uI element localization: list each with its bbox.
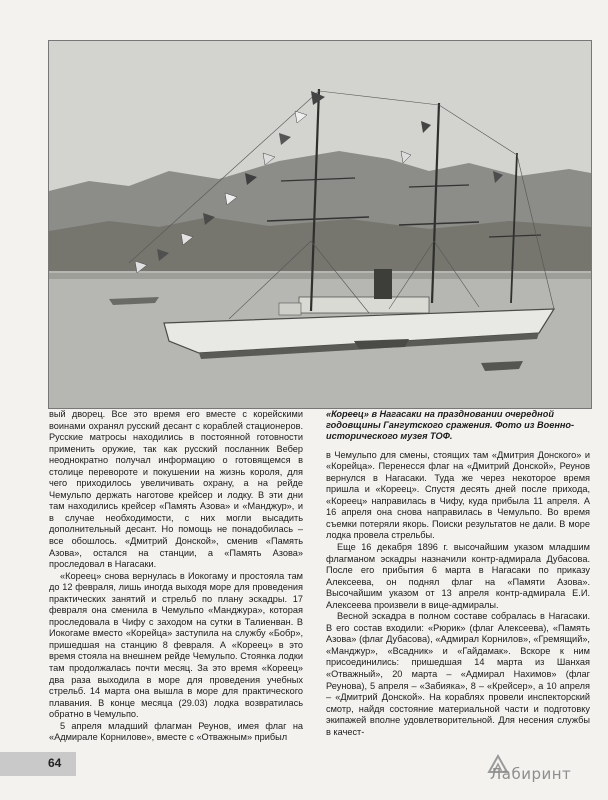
paragraph: 5 апреля младший флагман Реунов, имея флаг на «Адмирале Корнилове», вместе с «Отважным» прибыл: [49, 720, 303, 743]
ship-photo: [48, 40, 592, 409]
paragraph: Еще 16 декабря 1896 г. высочайшим указом младшим флагманом эскадры назначили контр-адмирала Дубасова. После его прибытия 6 марта в Нагасаки по приказу Алексеева, он поднял флаг на «Памяти Азова». Высочайшим указом от 13 апреля контр-адмирала Е.И. Алексеева произвели в вице-адмиралы.: [326, 541, 590, 610]
page-number-tab: [0, 752, 76, 776]
text-column-right: [326, 409, 590, 738]
ship-superstructure: [299, 297, 429, 313]
paragraph: вый дворец. Все это время его вместе с корейскими воинами охранял русский десант с кораблей стационеров. Русские матросы находились в постоянной готовности применить оружие, так как русский посланник Вебер неоднократно получал информацию о готовящемся в столице перевороте и покушении на жизнь короля, для чего приходилось увеличивать охрану, а на рейде Чемульпо держать наготове крейсер и лодку. В эти дни там находились крейсер «Память Азова» и «Манджур», и в случае необходимости, с них могли высадить дополнительный десант. Но помощь не понадобилась – все обошлось. «Дмитрий Донской», сменив «Память Азова», остался на станции, а «Память Азова» проследовал в Нагасаки.: [49, 409, 303, 570]
photo-caption: «Кореец» в Нагасаки на праздновании очередной годовщины Гангутского сражения. Фото из Военно-исторического музея ТОФ.: [326, 409, 575, 442]
paragraph: в Чемульпо для смены, стоящих там «Дмитрия Донского» и «Корейца». Перенесся флаг на «Дмитрий Донской», Реунов вернулся в Нагасаки. Туда же через некоторое время пришла и «Кореец». Спустя десять дней после прихода, «Кореец» направилась в Чифу, куда прибыла 11 апреля. А 16 апреля она снова направилась в Чемульпо. Во время съемки потеряли якорь. Поиски результатов не дали. В море лодка провела стрельбы.: [326, 449, 590, 541]
page-number: 64: [48, 756, 62, 770]
paragraph: «Кореец» снова вернулась в Иокогаму и простояла там до 12 февраля, лишь иногда выходя море для проведения практических занятий и стрельб по плану эскадры. 17 февраля она сменила в Чемульпо «Манджура», которая проследовала в Чифу с заходом на сутки в Талиенван. В Иокогаме вместо «Корейца» заступила на службу «Бобр», пришедшая на станцию 8 февраля. А «Кореец» в это время стояла на внешнем рейде Чемульпо. Стоянка лодки там продолжалась почти месяц. За это время «Кореец» два раза выходила в море для проведения учебных стрельб. 14 марта она вышла в море для практического плавания. В конце месяца (29.03) лодка возвратилась обратно в Чемульпо.: [49, 570, 303, 720]
text-column-left: [49, 409, 303, 744]
ship-funnel: [374, 269, 392, 299]
paragraph: Весной эскадра в полном составе собралась в Нагасаки. В его состав входили: «Рюрик» (флаг Алексеева), «Память Азова» (флаг Дубасова), «Адмирал Корнилов», «Гремящий», «Манджур», «Всадник» и «Гайдамак». Вскоре к ним присоединились: пришедшая 14 марта из Шанхая «Отважный», 20 марта – «Адмирал Нахимов» (флаг Реунова), 5 апреля – «Забияка», 8 – «Крейсер», а 10 апреля – «Дмитрий Донской». На кораблях провели инспекторский смотр, найдя состояние материальной части и подготовку экипажей вполне удовлетворительной. Для несения службы в качест-: [326, 611, 590, 737]
ship-photo-drawing: [49, 41, 591, 408]
watermark: Лабиринт: [490, 765, 572, 783]
